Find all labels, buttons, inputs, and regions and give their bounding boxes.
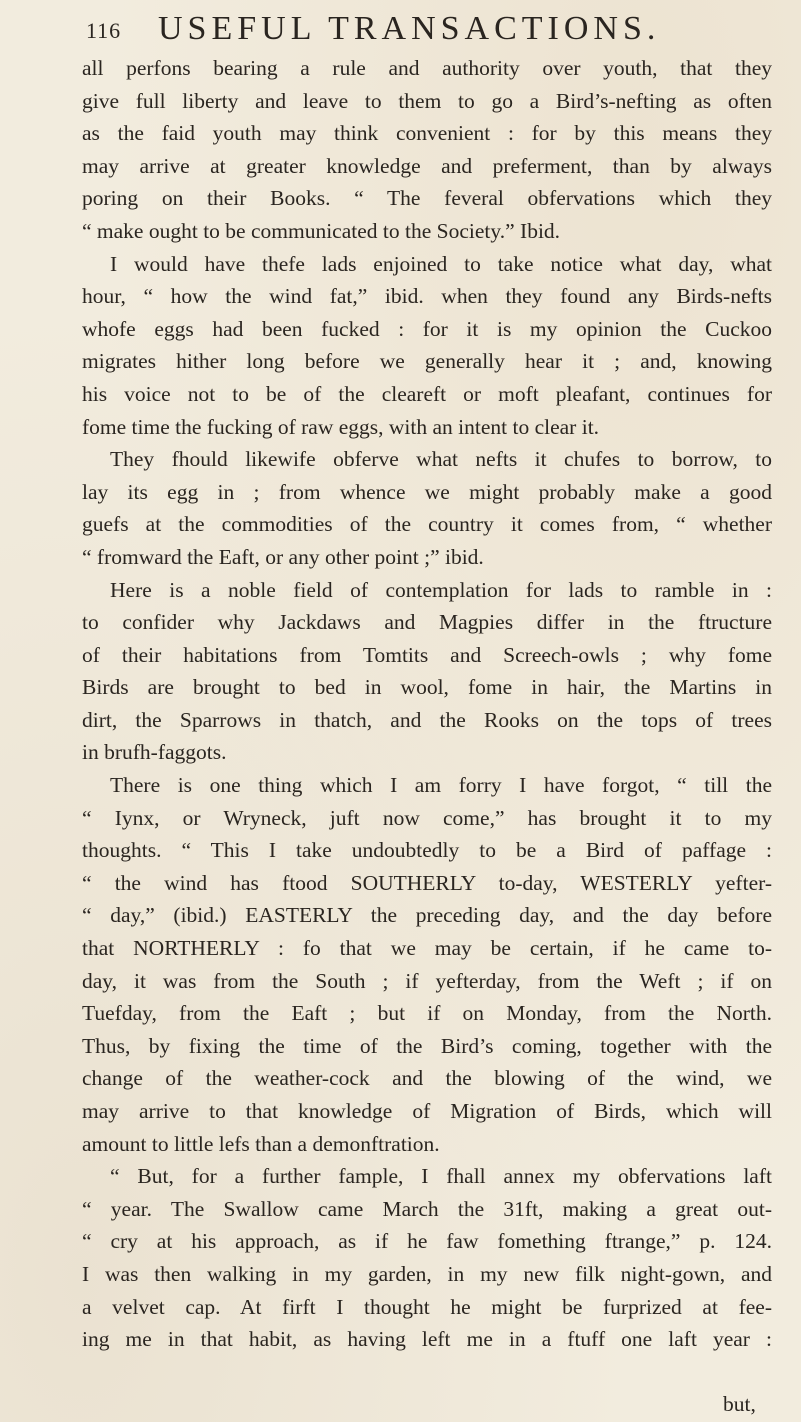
- page-number: 116: [86, 18, 122, 43]
- text-line: fome time the fucking of raw eggs, with an intent to clear it.: [82, 414, 600, 439]
- text-line: “ year. The Swallow came March the 31ft, making a great out-: [82, 1196, 772, 1221]
- text-line: “ But, for a further fample, I fhall annex my obfervations laft: [110, 1164, 772, 1189]
- text-line: Birds are brought to bed in wool, fome in hair, the Martins in: [82, 675, 772, 700]
- text-line: “ day,” (ibid.) EASTERLY the preceding day, and the day before: [82, 903, 772, 928]
- body-text: [82, 52, 772, 1356]
- text-line: amount to little lefs than a demonftration.: [82, 1131, 440, 1156]
- text-line: thoughts. “ This I take undoubtedly to be a Bird of paffage :: [82, 838, 772, 863]
- text-line: as the faid youth may think convenient : for by this means they: [82, 121, 772, 146]
- text-line: hour, “ how the wind fat,” ibid. when they found any Birds-nefts: [82, 284, 772, 309]
- text-line: Thus, by fixing the time of the Bird’s coming, together with the: [82, 1033, 772, 1058]
- text-line: They fhould likewife obferve what nefts it chufes to borrow, to: [110, 447, 772, 472]
- text-line: of their habitations from Tomtits and Screech-owls ; why fome: [82, 642, 772, 667]
- text-line: all perfons bearing a rule and authority over youth, that they: [82, 56, 772, 80]
- text-line: guefs at the commodities of the country it comes from, “ whether: [82, 512, 772, 537]
- text-line: “ fromward the Eaft, or any other point ;” ibid.: [82, 544, 484, 569]
- text-line: to confider why Jackdaws and Magpies differ in the ftructure: [82, 610, 772, 635]
- text-line: that NORTHERLY : fo that we may be certain, if he came to-: [82, 936, 772, 961]
- text-line: There is one thing which I am forry I have forgot, “ till the: [110, 773, 772, 798]
- text-line: “ Iynx, or Wryneck, juft now come,” has brought it to my: [82, 805, 772, 830]
- text-line: may arrive to that knowledge of Migration of Birds, which will: [82, 1099, 772, 1123]
- text-line: ing me in that habit, as having left me in a ftuff one laft year :: [82, 1327, 772, 1352]
- text-line: whofe eggs had been fucked : for it is my opinion the Cuckoo: [82, 316, 772, 341]
- text-line: may arrive at greater knowledge and preferment, than by always: [82, 153, 772, 178]
- text-line: dirt, the Sparrows in thatch, and the Rooks on the tops of trees: [82, 707, 772, 732]
- text-line: I was then walking in my garden, in my new filk night-gown, and: [82, 1261, 772, 1286]
- text-line: give full liberty and leave to them to go a Bird’s-nefting as often: [82, 88, 772, 113]
- text-line: migrates hither long before we generally hear it ; and, knowing: [82, 349, 772, 374]
- text-line: lay its egg in ; from whence we might probably make a good: [82, 479, 772, 504]
- text-line: Tuefday, from the Eaft ; but if on Monday, from the North.: [82, 1001, 772, 1026]
- page-header: [86, 10, 726, 50]
- text-line: change of the weather-cock and the blowing of the wind, we: [82, 1066, 772, 1091]
- running-head: USEFUL TRANSACTIONS.: [158, 10, 661, 47]
- text-line: “ the wind has ftood SOUTHERLY to-day, WESTERLY yefter-: [82, 870, 772, 895]
- text-line: day, it was from the South ; if yefterday, from the Weft ; if on: [82, 968, 772, 993]
- text-line: a velvet cap. At firft I thought he might be furprized at fee-: [82, 1294, 772, 1319]
- text-line: poring on their Books. “ The feveral obfervations which they: [82, 186, 772, 211]
- text-line: “ cry at his approach, as if he faw fomething ftrange,” p. 124.: [82, 1229, 772, 1254]
- catchword: but,: [723, 1392, 756, 1416]
- text-line: his voice not to be of the cleareft or moft pleafant, continues for: [82, 381, 772, 406]
- text-line: I would have thefe lads enjoined to take notice what day, what: [110, 251, 772, 276]
- text-line: “ make ought to be communicated to the Society.” Ibid.: [82, 218, 561, 243]
- text-line: in brufh-faggots.: [82, 740, 227, 765]
- text-line: Here is a noble field of contemplation for lads to ramble in :: [110, 577, 772, 602]
